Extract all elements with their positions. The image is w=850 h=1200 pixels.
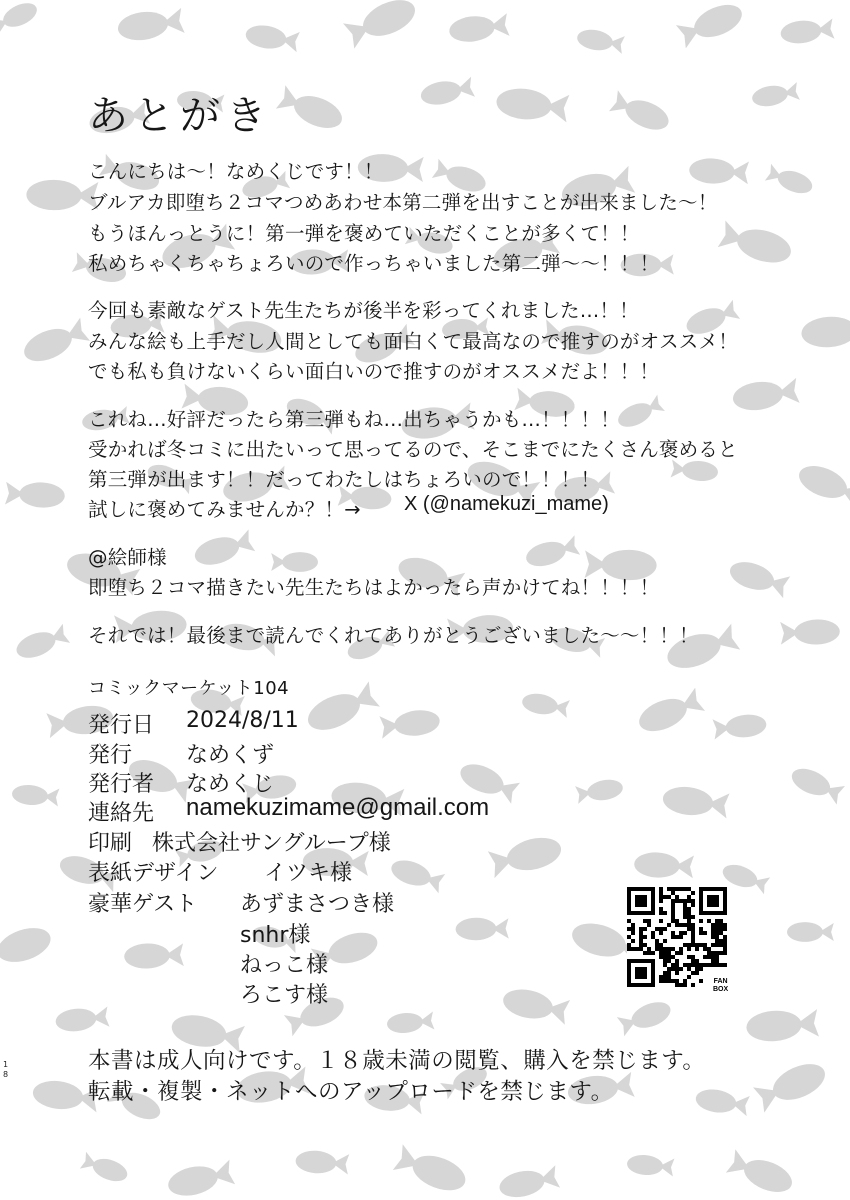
fish-shape xyxy=(780,17,835,45)
colophon-row-cover-design xyxy=(88,856,488,886)
colophon-row-guests xyxy=(88,887,508,917)
fish-shape xyxy=(634,686,705,737)
afterword-line: みんな絵も上手だし人間としても面白くて最高なので推すのがオススメ！ xyxy=(88,330,738,353)
afterword-line: 第三弾が出ます！！だってわたしはちょろいので！！！！ xyxy=(88,468,601,491)
afterword-line: 即堕ち２コマ描きたい先生たちはよかったら声かけてね！！！！ xyxy=(88,576,660,599)
colophon-label: 発行日 xyxy=(88,713,155,738)
afterword-line: これね…好評だったら第三弾もね…出ちゃうかも…！！！！ xyxy=(88,408,620,431)
colophon-label: 印刷 xyxy=(88,831,133,856)
fish-shape xyxy=(787,922,834,942)
fish-shape xyxy=(0,922,55,974)
fanbox-badge xyxy=(713,978,728,994)
fish-shape xyxy=(720,861,771,896)
afterword-line: 試しに褒めてみませんか？！→ xyxy=(88,498,361,521)
event-name: コミックマーケット104 xyxy=(88,678,290,699)
fish-shape xyxy=(634,851,695,879)
fish-shape xyxy=(55,1005,110,1033)
page-number-text: 1 8 xyxy=(3,1060,9,1079)
fish-shape xyxy=(275,84,346,134)
fish-shape xyxy=(661,784,729,819)
fish-shape xyxy=(675,0,746,50)
colophon-value: 株式会社サングループ様 xyxy=(152,831,391,856)
fish-shape xyxy=(717,219,794,268)
colophon-value: イツキ様 xyxy=(264,861,353,886)
qr-code[interactable] xyxy=(627,887,727,987)
fish-shape xyxy=(575,777,625,805)
fish-shape xyxy=(712,713,767,741)
x-handle: X (@namekuzi_mame) xyxy=(404,493,609,515)
fish-shape xyxy=(670,459,718,483)
fish-shape xyxy=(11,784,59,808)
fish-shape xyxy=(751,81,801,109)
colophon-value: 2024/8/11 xyxy=(186,708,299,733)
fish-shape xyxy=(295,1149,349,1175)
fish-shape xyxy=(617,997,675,1037)
fish-shape xyxy=(419,76,475,108)
fish-shape xyxy=(752,1057,830,1114)
contact-email: namekuzimame@gmail.com xyxy=(186,794,490,821)
reprint-warning: 転載・複製・ネットへのアップロードを禁じます。 xyxy=(88,1079,614,1105)
fish-shape xyxy=(694,1087,750,1117)
fanbox-label: FAN BOX xyxy=(713,978,729,993)
fish-shape xyxy=(192,528,256,569)
age-warning: 本書は成人向けです。１８歳未満の閲覧、購入を禁じます。 xyxy=(88,1048,706,1074)
fish-shape xyxy=(609,89,673,135)
fish-shape xyxy=(726,557,790,599)
fish-shape xyxy=(80,1151,131,1186)
colophon-row-contact xyxy=(88,796,528,826)
fish-shape xyxy=(455,917,508,940)
colophon-label: 連絡先 xyxy=(88,801,155,826)
fish-shape xyxy=(244,23,300,53)
colophon-row-publisher xyxy=(88,738,488,768)
fish-shape xyxy=(5,481,66,509)
afterword-line: でも私も負けないくらい面白いので推すのがオススメだよ！！！ xyxy=(88,360,660,383)
fish-shape xyxy=(521,691,571,719)
colophon-row-printer xyxy=(88,826,488,856)
colophon-label: 発行 xyxy=(88,743,133,768)
fish-shape xyxy=(497,1164,560,1200)
fish-shape xyxy=(19,316,90,367)
fish-shape xyxy=(780,619,840,646)
fish-shape xyxy=(523,534,580,570)
fish-shape xyxy=(342,0,420,50)
fish-shape xyxy=(615,394,666,432)
guest-name: snhr様 xyxy=(240,923,311,948)
colophon-label: 発行者 xyxy=(88,772,155,797)
fish-shape xyxy=(800,314,850,349)
colophon-label: 豪華ゲスト xyxy=(88,892,198,917)
colophon-row-date xyxy=(88,708,488,738)
fish-shape xyxy=(500,985,570,1026)
fish-shape xyxy=(13,623,71,663)
colophon-value: あずまさつき様 xyxy=(240,892,395,917)
afterword-line: 受かれば冬コミに出たいって思ってるので、そこまでにたくさん褒めると xyxy=(88,438,738,461)
colophon-value: なめくじ xyxy=(186,772,275,797)
fish-shape xyxy=(731,377,800,414)
fish-shape xyxy=(116,7,185,44)
fish-shape xyxy=(689,157,750,185)
colophon-label: 表紙デザイン xyxy=(88,861,219,886)
fish-shape xyxy=(788,763,846,805)
colophon-value: なめくず xyxy=(186,743,275,768)
afterword-line: 私めちゃくちゃちょろいので作っちゃいました第二弾〜〜！！！ xyxy=(88,252,660,275)
colophon-row-issuer xyxy=(88,767,488,797)
guest-name: ろこす様 xyxy=(240,983,329,1008)
fish-shape xyxy=(765,163,816,198)
fish-shape xyxy=(386,1011,434,1035)
fish-shape xyxy=(448,12,510,44)
fish-shape xyxy=(165,1158,235,1200)
fish-shape xyxy=(745,1008,819,1043)
fish-shape xyxy=(271,552,318,572)
fish-shape xyxy=(725,1148,796,1198)
fish-shape xyxy=(124,942,184,969)
fish-shape xyxy=(794,460,850,510)
afterword-line: それでは！最後まで読んでくれてありがとうございました〜〜！！！ xyxy=(88,624,699,647)
afterword-line: ブルアカ即堕ち２コマつめあわせ本第二弾を出すことが出来ました〜！ xyxy=(88,191,718,214)
guest-name: ねっこ様 xyxy=(240,953,329,978)
fish-shape xyxy=(626,1154,674,1178)
afterword-line: 今回も素敵なゲスト先生たちが後半を彩ってくれました…！！ xyxy=(88,299,639,322)
fish-shape xyxy=(495,86,570,124)
afterword-line: @絵師様 xyxy=(88,546,167,569)
fish-shape xyxy=(0,0,40,36)
fish-shape xyxy=(487,833,564,880)
fish-shape xyxy=(576,27,626,55)
afterword-line: もうほんっとうに！第一弾を褒めていただくことが多くて！！ xyxy=(88,222,640,245)
page-number xyxy=(3,1060,8,1080)
afterword-line: こんにちは〜！なめくじです！！ xyxy=(88,160,384,183)
fish-shape xyxy=(392,1143,470,1197)
page-title: あとがき xyxy=(88,93,272,139)
